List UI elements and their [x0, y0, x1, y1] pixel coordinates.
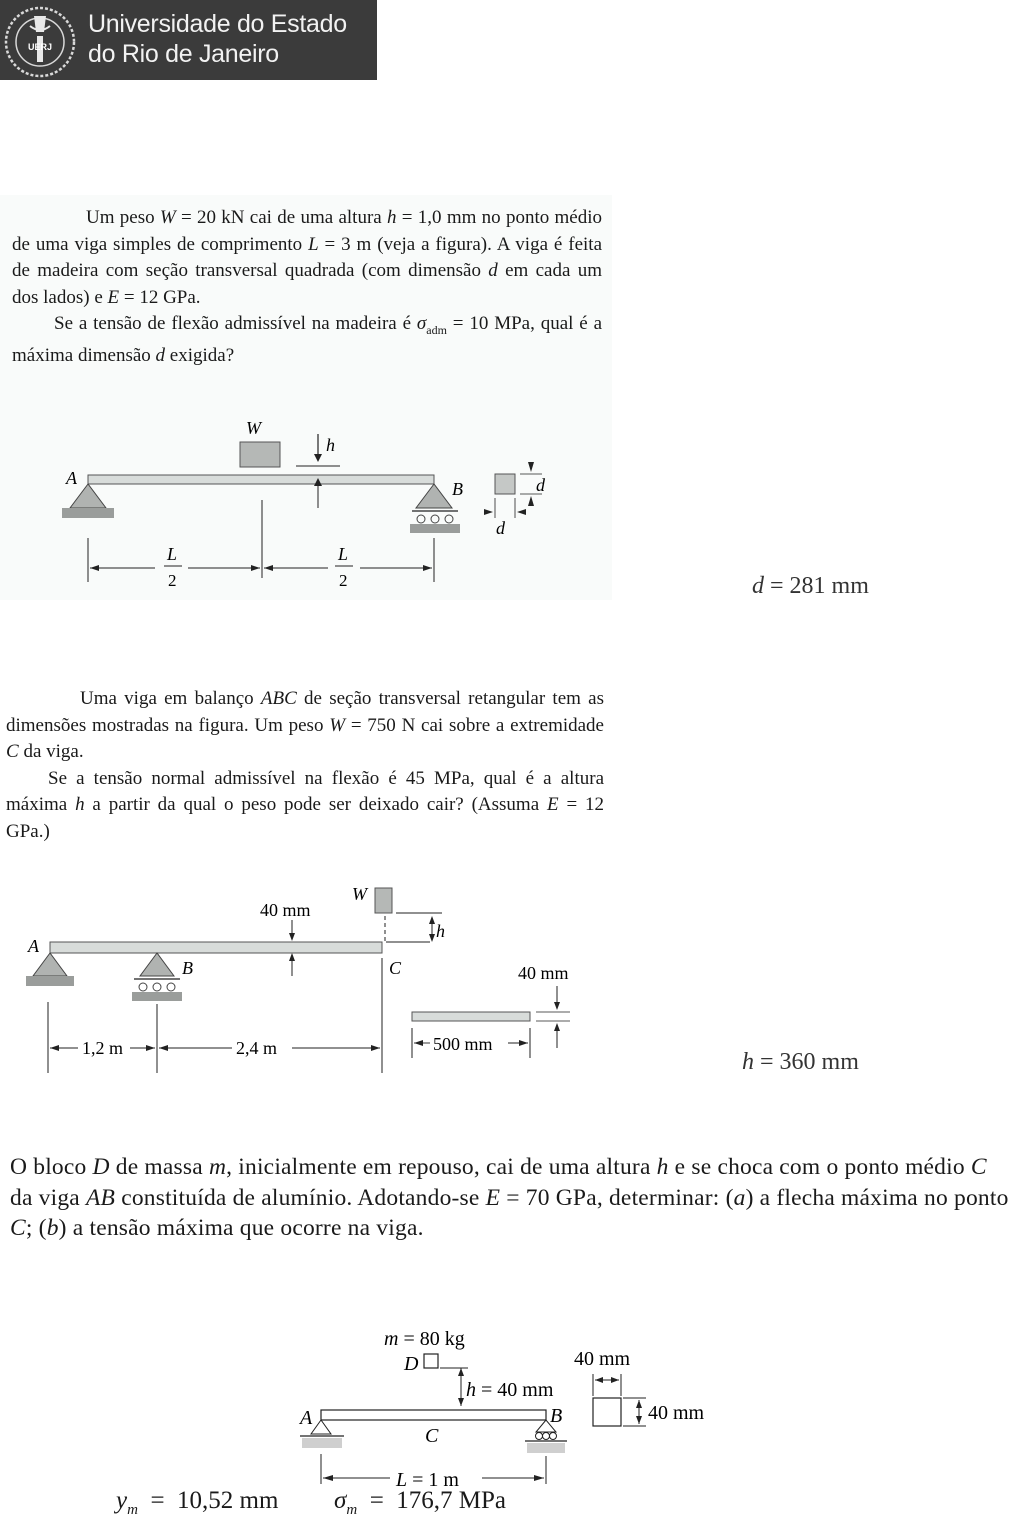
svg-text:L = 1 m: L = 1 m	[396, 1469, 459, 1490]
problem3-answer-stress: $\sigma_m = 176,7$ MPa	[334, 1487, 507, 1518]
uerj-logo-icon	[4, 6, 76, 78]
svg-text:500 mm: 500 mm	[433, 1034, 493, 1054]
svg-text:h: h	[436, 921, 445, 941]
problem1-answer: d = 281 mm	[752, 573, 869, 599]
svg-text:h = 40 mm: h = 40 mm	[466, 1379, 554, 1401]
svg-text:L: L	[338, 544, 349, 564]
svg-text:A: A	[66, 468, 77, 488]
svg-text:d: d	[536, 475, 545, 495]
svg-text:40 mm: 40 mm	[260, 900, 311, 920]
svg-text:C: C	[425, 1425, 439, 1447]
problem2-statement: Uma viga em balanço ABC de seção transversal retangular tem as dimensões mostradas na figura. Um peso W = 750 N cai sobre a extremidade C da viga. Se a tensão normal admissível na flexão é 45 MPa, qual é a altura máxima h a partir da qual o peso pode ser deixado cair? (Assuma E = 12 GPa.)	[6, 688, 605, 842]
svg-text:B: B	[550, 1405, 563, 1427]
svg-text:L: L	[167, 544, 178, 564]
university-header	[0, 0, 377, 80]
svg-text:2,4 m: 2,4 m	[236, 1038, 278, 1058]
svg-text:UERJ: UERJ	[27, 42, 53, 52]
svg-text:2: 2	[168, 571, 177, 590]
problem3-statement: O bloco D de massa m, inicialmente em repouso, cai de uma altura h e se choca com o ponto médio C da viga AB constituída de alumínio. Adotando-se E = 70 GPa, determinar: (a) a flecha máxima no ponto C; (b) a tensão máxima que ocorre na viga.	[10, 1154, 1009, 1241]
svg-text:A: A	[300, 1407, 313, 1429]
svg-text:W: W	[352, 884, 367, 904]
svg-text:m = 80 kg: m = 80 kg	[384, 1328, 465, 1350]
problem3-answer-deflection: $y_m = 10,52$ mm	[116, 1487, 279, 1518]
problem1-statement: Um peso W = 20 kN cai de uma altura h = 1,0 mm no ponto médio de uma viga simples de comprimento L = 3 m (veja a figura). A viga é feita de madeira com seção transversal quadrada (com dimensão d em cada um dos lados) e E = 12 GPa. Se a tensão de flexão admissível na madeira é $\sigma_{adm} = 10$ MPa, qual é a máxima dimensão d exigida?	[12, 207, 603, 367]
svg-text:2: 2	[339, 571, 348, 590]
university-name-line1: Universidade do Estado	[88, 10, 347, 38]
svg-text:40 mm: 40 mm	[574, 1348, 631, 1370]
svg-text:d: d	[496, 518, 505, 538]
svg-text:h: h	[326, 435, 335, 455]
svg-text:B: B	[452, 479, 463, 499]
svg-text:40 mm: 40 mm	[648, 1402, 705, 1424]
problem2-answer: h = 360 mm	[742, 1049, 859, 1075]
svg-text:D: D	[404, 1353, 419, 1375]
problem1-figure	[0, 410, 612, 600]
svg-text:C: C	[389, 958, 402, 978]
svg-text:W: W	[246, 418, 261, 438]
university-name-line2: do Rio de Janeiro	[88, 40, 279, 68]
problem3-figure	[280, 1318, 740, 1490]
problem2-figure	[0, 878, 612, 1078]
svg-text:40 mm: 40 mm	[518, 963, 569, 983]
svg-text:1,2 m: 1,2 m	[82, 1038, 124, 1058]
svg-text:B: B	[182, 958, 193, 978]
svg-text:A: A	[28, 936, 39, 956]
